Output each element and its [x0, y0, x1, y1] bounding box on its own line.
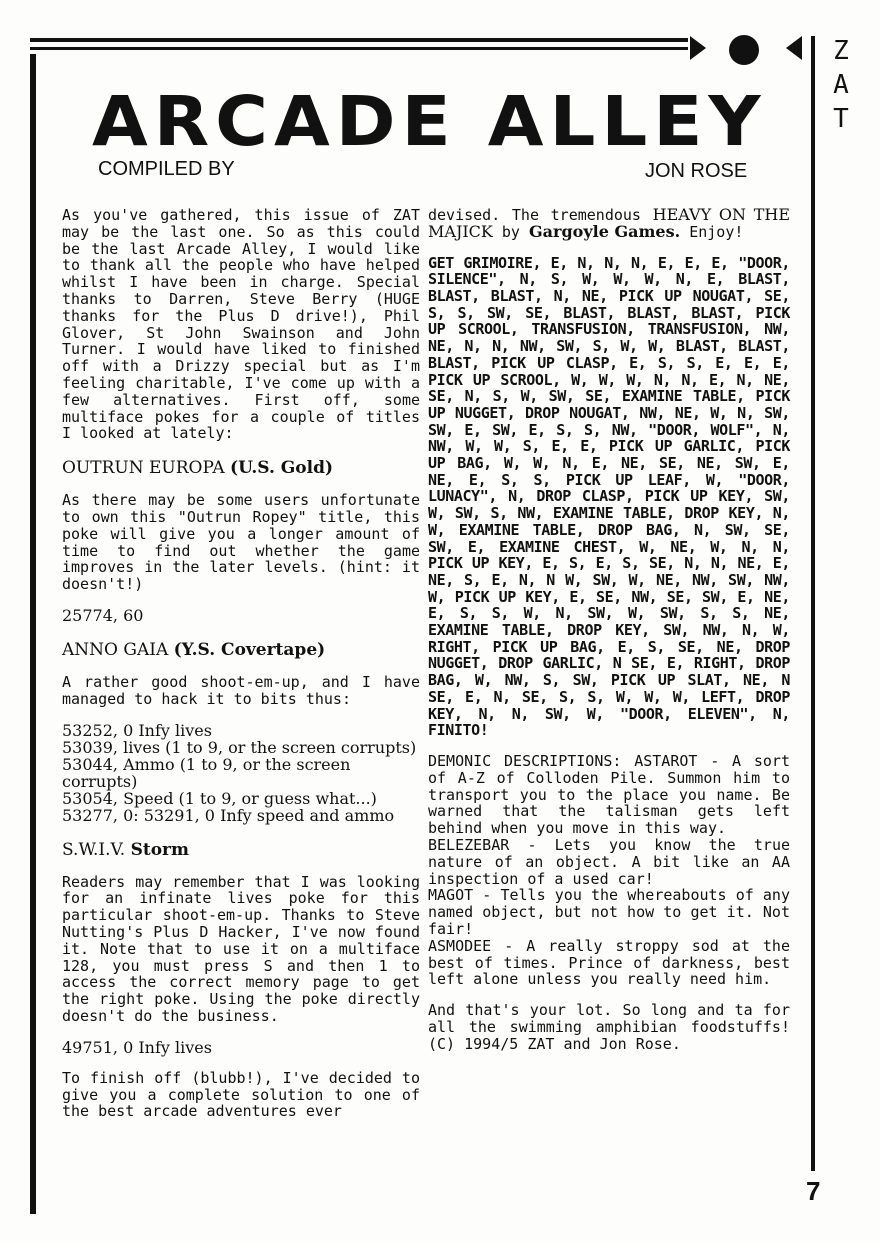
anno-text: A rather good shoot-em-up, and I have managed to hack it to bits thus: [62, 672, 420, 708]
compiled-by-label: COMPILED BY [98, 158, 235, 180]
anno-poke: 53039, lives (1 to 9, or the screen corrupts) [62, 737, 417, 757]
intro-paragraph: As you've gathered, this issue of ZAT may be the last one. So as this could be the last Arcade Alley, I would like to thank all the people who have helped whilst I have been in charge. Special thanks to Darren, Steve Berry (HUGE thanks for the Plus D drive!), Phil Glover, St John Swainson and John Turner. I would have liked to finished off with a Drizzy special but as I'm feeling charitable, I've come up with a few alternatives. First off, some multiface pokes for a couple of titles I looked at lately: [62, 206, 420, 443]
anno-poke: 53054, Speed (1 to 9, or guess what...) [62, 788, 377, 808]
solution-text: GET GRIMOIRE, E, N, N, N, E, E, E, "DOOR, SILENCE", N, S, W, W, W, N, E, BLAST, BLAST, BLAST, N, NE, PICK UP NOUGAT, SE, S, S, SW, SE, BLAST, BLAST, BLAST, PICK UP SCROOL, TRANSFUSION, TRANSFUSION, NW, NE, N, N, NW, SW, S, W, W, BLAST, BLAST, BLAST, PICK UP CLASP, E, S, S, E, E, E, PICK UP SCROOL, W, W, W, N, N, E, N, NE, SE, N, S, W, SW, SE, EXAMINE TABLE, PICK UP NUGGET, DROP NOUGAT, NW, NE, W, N, SW, SW, E, SW, E, S, S, NW, "DOOR, WOLF", N, NW, W, W, S, E, E, PICK UP GARLIC, PICK UP BAG, W, W, N, E, NE, SE, NE, SW, E, NE, E, S, S, PICK UP LEAF, W, "DOOR, LUNACY", N, DROP CLASP, PICK UP KEY, SW, W, SW, S, NW, EXAMINE TABLE, DROP KEY, N, W, EXAMINE TABLE, DROP BAG, N, SW, SE, SW, E, EXAMINE CHEST, W, NE, W, N, N, PICK UP KEY, E, S, E, S, SE, N, N, NE, E, NE, S, E, N, N W, SW, W, NE, NW, SW, NW, W, PICK UP KEY, E, SE, NW, SE, SW, E, NE, E, S, S, W, N, SW, W, SW, S, S, NE, EXAMINE TABLE, DROP KEY, SW, NW, N, W, RIGHT, PICK UP BAG, E, S, SE, NE, DROP NUGGET, DROP GARLIC, N SE, E, RIGHT, DROP BAG, W, NW, S, SW, PICK UP SLAT, NE, N SE, E, N, SE, S, S, W, W, W, LEFT, DROP KEY, N, N, SW, W, "DOOR, ELEVEN", N, FINITO! [428, 253, 790, 740]
right-frame-rule [811, 36, 815, 1171]
logo-letter: T [833, 104, 849, 134]
anno-heading [62, 640, 420, 660]
left-column [62, 207, 420, 1120]
swiv-poke: 49751, 0 Infy lives [62, 1037, 212, 1057]
swiv-publisher: Storm [130, 839, 190, 860]
game-title: HEAVY ON THE MAJICK [428, 205, 790, 241]
anno-poke: 53044, Ammo (1 to 9, or the screen corrupts) [62, 754, 351, 791]
author-name: JON ROSE [645, 160, 748, 182]
finish-paragraph: To finish off (blubb!), I've decided to give you a complete solution to one of the best arcade adventures ever [62, 1068, 420, 1121]
header-rule-top [30, 38, 688, 42]
finish-continued [428, 207, 790, 241]
arrow-left-icon [786, 36, 802, 60]
demonic-paragraph: DEMONIC DESCRIPTIONS: ASTAROT - A sort of A-Z of Colloden Pile. Summon him to transport you to the place you name. Be warned that the talisman gets left behind when you move in this way. [428, 751, 790, 838]
outrun-publisher: (U.S. Gold) [230, 458, 334, 479]
anno-title: ANNO GAIA [62, 639, 169, 660]
swiv-text: Readers may remember that I was looking for an infinate lives poke for this particular shoot-em-up. Thanks to Steve Nutting's Plus D Hacker, I've now found it. Note that to use it on a multiface 128, you must press S and then 1 to access the correct memory page to get the right poke. Using the poke directly doesn't do the business. [62, 872, 420, 1025]
outrun-poke: 25774, 60 [62, 605, 144, 625]
swiv-title: S.W.I.V. [62, 839, 126, 860]
game-publisher: Gargoyle Games. [529, 221, 681, 241]
demonic-paragraph: BELEZEBAR - Lets you know the true nature of an object. A bit like an AA inspection of a used car! [428, 835, 790, 888]
anno-poke: 53277, 0: 53291, 0 Infy speed and ammo [62, 805, 395, 825]
demonic-paragraph: ASMODEE - A really stroppy sod at the best of times. Prince of darkness, best left alone unless you really need him. [428, 936, 790, 989]
logo-letter: A [833, 70, 849, 100]
zat-side-logo [826, 34, 856, 136]
arrow-right-icon [690, 36, 706, 60]
outrun-title: OUTRUN EUROPA [62, 458, 225, 479]
outrun-text: As there may be some users unfortunate to own this "Outrun Ropey" title, this poke will give you a longer amount of time to find out whether the game improves in the later levels. (hint: it doesn't!) [62, 491, 420, 594]
by-text: by [501, 222, 520, 241]
right-column [428, 207, 790, 1053]
page-title: ARCADE ALLEY [92, 81, 767, 161]
anno-publisher: (Y.S. Covertape) [173, 639, 326, 660]
header-rule-bottom [30, 47, 688, 50]
left-frame-rule [30, 54, 36, 1214]
outrun-heading [62, 458, 420, 478]
finish-cont-text: devised. The tremendous [428, 206, 641, 224]
anno-poke: 53252, 0 Infy lives [62, 720, 212, 740]
enjoy-text: Enjoy! [689, 222, 744, 241]
demonic-paragraph: MAGOT - Tells you the whereabouts of any named object, but not how to get it. Not fair! [428, 886, 790, 938]
outro-paragraph: And that's your lot. So long and ta for all the swimming amphibian foodstuffs! (C) 1994/5 ZAT and Jon Rose. [428, 1001, 790, 1053]
circle-icon [729, 35, 759, 65]
logo-letter: Z [833, 36, 849, 66]
swiv-heading [62, 840, 420, 860]
page-number: 7 [806, 1176, 821, 1206]
